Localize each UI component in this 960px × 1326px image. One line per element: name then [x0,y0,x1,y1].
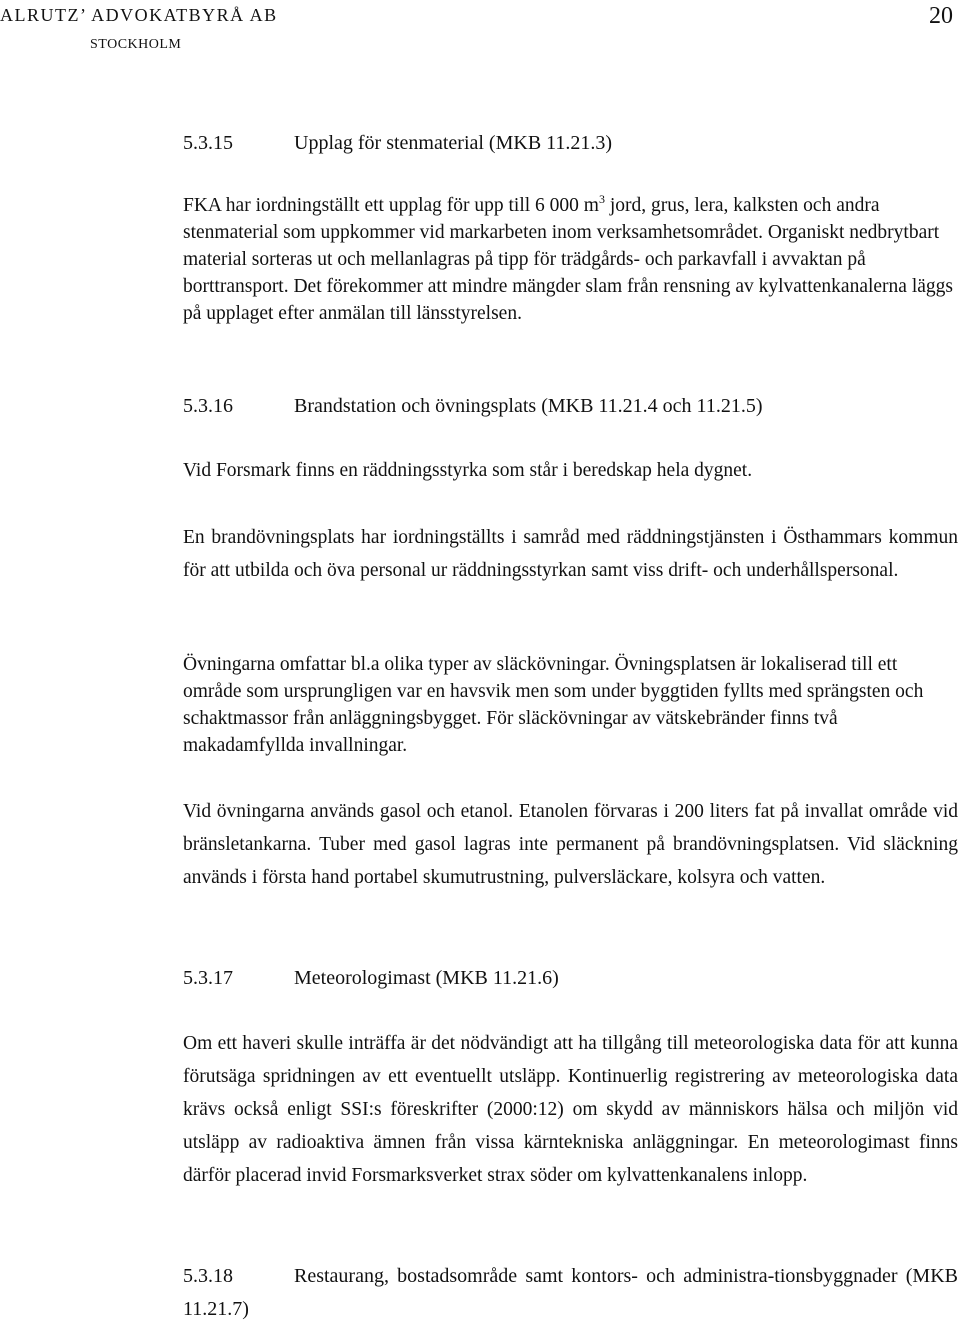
superscript-cubic: 3 [598,192,605,206]
paragraph-gasol-etanol: Vid övningarna används gasol och etanol. Etanolen förvaras i 200 liters fat på invallat område vid bränsletankarna. Tuber med gasol lagras inte permanent på brandövningsplatsen. Vid släckning används i första hand portabel skumutrustning, pulversläckare, kolsyra och vatten. [183,801,958,888]
section-heading-5-3-17 [183,962,958,994]
section-title: Upplag för stenmaterial (MKB 11.21.3) [294,132,613,154]
section-heading-5-3-18 [183,1260,958,1326]
paragraph-upplag [183,192,958,327]
section-number: 5.3.15 [183,132,233,154]
section-title: Brandstation och övningsplats (MKB 11.21.4 och 11.21.5) [294,395,763,417]
section-title: Meteorologimast (MKB 11.21.6) [294,967,559,989]
paragraph-text: FKA har iordningställt ett upplag för upp till 6 000 m [183,195,599,216]
paragraph-meteorologimast: Om ett haveri skulle inträffa är det nödvändigt att ha tillgång till meteorologiska data för att kunna förutsäga spridningen av ett eventuellt utsläpp. Kontinuerlig registrering av meteorologiska data krävs också enligt SSI:s föreskrifter (2000:12) om skydd av människors hälsa och miljön vid utsläpp av radioaktiva ämnen från vissa kärntekniska anläggningar. En meteorologimast finns därför placerad invid Forsmarksverket strax söder om kylvattenkanalens inlopp. [183,1033,958,1186]
section-number: 5.3.18 [183,1265,233,1287]
section-heading-5-3-16 [183,390,958,422]
paragraph-text: jord, grus, lera, kalksten och andra stenmaterial som uppkommer vid markarbeten inom verksamhetsområdet. Organiskt nedbrytbart material sorteras ut och mellanlagras på tipp för trädgårds- och parkavfall i avvaktan på borttransport. Det förekommer att mindre mängder slam från rensning av kylvattenkanalerna läggs på upplaget efter anmälan till länsstyrelsen. [183,195,953,324]
section-heading-5-3-15 [183,127,958,159]
paragraph-ovningarna: Övningarna omfattar bl.a olika typer av släckövningar. Övningsplatsen är lokaliserad till ett område som ursprungligen var en havsvik men som under byggtiden fyllts med sprängsten och schaktmassor från anläggningsbygget. För släckövningar av vätskebränder finns två makadamfyllda invallningar. [183,654,924,756]
paragraph-brandovningsplats: En brandövningsplats har iordningställts i samråd med räddningstjänsten i Östhammars kommun för att utbilda och öva personal ur räddningsstyrkan samt viss drift- och underhållspersonal. [183,527,958,581]
header-firm-name: ALRUTZ’ ADVOKATBYRÅ AB [0,5,278,25]
section-number: 5.3.16 [183,395,233,417]
header-city: STOCKHOLM [90,37,182,52]
section-title: Restaurang, bostadsområde samt kontors- och administra-tionsbyggnader (MKB 11.21.7) [183,1265,958,1320]
section-number: 5.3.17 [183,967,233,989]
page-number: 20 [929,3,953,29]
paragraph-raddningsstyrka: Vid Forsmark finns en räddningsstyrka som står i beredskap hela dygnet. [183,460,753,481]
